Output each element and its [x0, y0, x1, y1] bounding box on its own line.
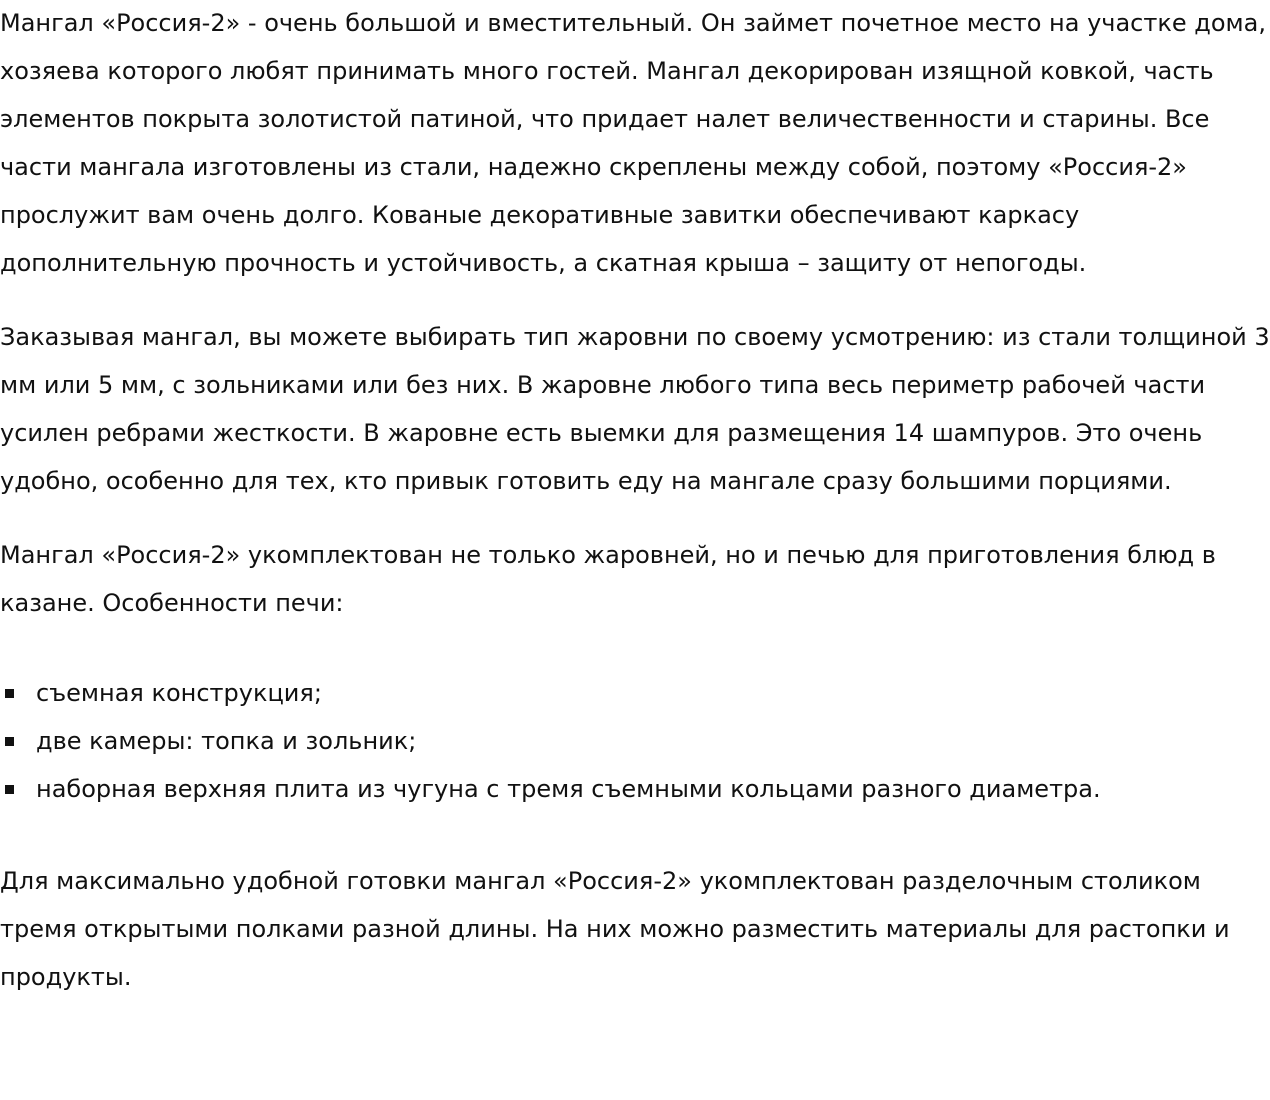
list-item: [0, 717, 1270, 765]
list-item-text: две камеры: топка и зольник;: [36, 727, 417, 755]
description-paragraph-3: Мангал «Россия-2» укомплектован не только жаровней, но и печью для приготовления блюд в казане. Особенности печи:: [0, 541, 1216, 617]
square-bullet-icon: [5, 689, 14, 698]
square-bullet-icon: [5, 785, 14, 794]
square-bullet-icon: [5, 737, 14, 746]
closing-paragraph: Для максимально удобной готовки мангал «Россия-2» укомплектован разделочным столиком тремя открытыми полками разной длины. На них можно разместить материалы для растопки и продукты.: [0, 867, 1230, 991]
list-item: [0, 669, 1270, 717]
list-item-text: съемная конструкция;: [36, 679, 322, 707]
description-paragraph-1: Мангал «Россия-2» - очень большой и вместительный. Он займет почетное место на участке дома, хозяева которого любят принимать много гостей. Мангал декорирован изящной ковкой, часть элементов покрыта золотистой патиной, что придает налет величественности и старины. Все части мангала изготовлены из стали, надежно скреплены между собой, поэтому «Россия-2» прослужит вам очень долго. Кованые декоративные завитки обеспечивают каркасу дополнительную прочность и устойчивость, а скатная крыша – защиту от непогоды.: [0, 9, 1266, 277]
list-item: [0, 765, 1270, 813]
description-paragraph-2: Заказывая мангал, вы можете выбирать тип жаровни по своему усмотрению: из стали толщиной 3 мм или 5 мм, с зольниками или без них. В жаровне любого типа весь периметр рабочей части усилен ребрами жесткости. В жаровне есть выемки для размещения 14 шампуров. Это очень удобно, особенно для тех, кто привык готовить еду на мангале сразу большими порциями.: [0, 323, 1270, 495]
list-item-text: наборная верхняя плита из чугуна с тремя съемными кольцами разного диаметра.: [36, 775, 1101, 803]
oven-features-list: [0, 669, 1270, 813]
